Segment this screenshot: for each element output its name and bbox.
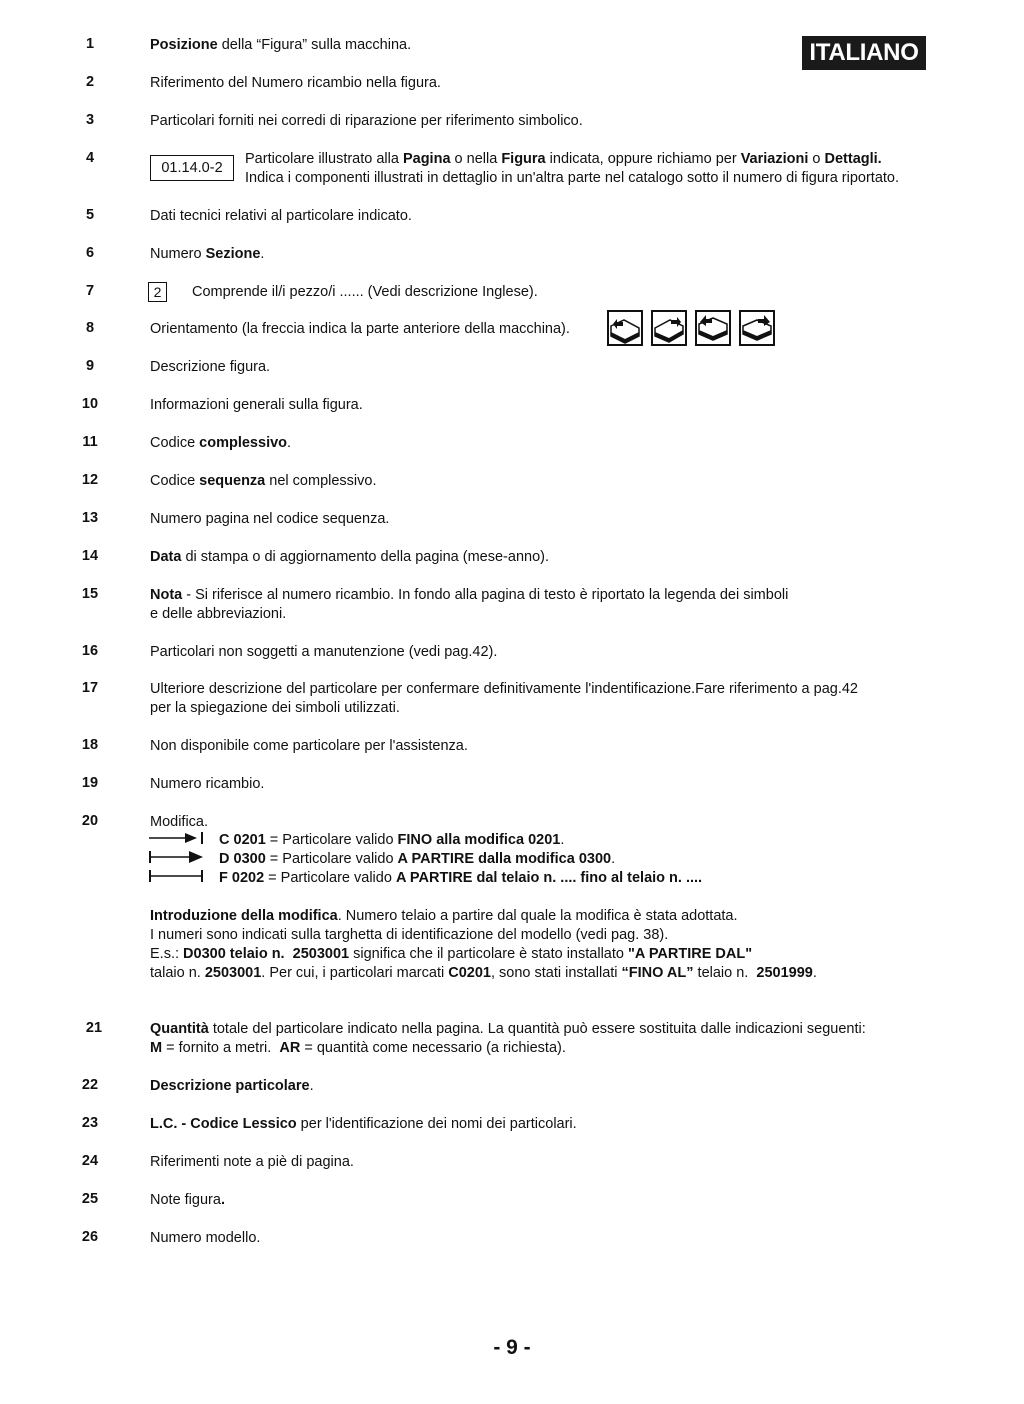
- item-number: 26: [81, 1229, 99, 1245]
- item-number: 23: [81, 1115, 99, 1131]
- page-number: - 9 -: [493, 1336, 531, 1359]
- item-text: Riferimento del Numero ricambio nella figura.: [150, 75, 441, 91]
- modification-intro: Introduzione della modifica. Numero telaio a partire dal quale la modifica è stata adottata. I numeri sono indicati sulla targhetta di identificazione del modello (vedi pag. 38). E.s.: D0300 telaio n. 2503001 significa che il particolare è stato installato "A PARTIRE DAL" talaio n. 2503001. Per cui, i particolari marcati C0201, sono stati installati “FINO AL” telaio n. 2501999.: [150, 908, 817, 981]
- item-text: Ulteriore descrizione del particolare per confermare definitivamente l'indentificazione.Fare riferimento a pag.42 per la spiegazione dei simboli utilizzati.: [150, 681, 858, 716]
- item-number: 11: [82, 434, 98, 450]
- item-text: Numero Sezione.: [150, 246, 265, 262]
- item-text: Orientamento (la freccia indica la parte anteriore della macchina).: [150, 321, 570, 337]
- item-text: Note figura.: [150, 1192, 225, 1208]
- item-number: 13: [81, 510, 99, 526]
- item-text: Descrizione figura.: [150, 359, 271, 375]
- orientation-icon-3: [695, 310, 731, 346]
- item-number: 17: [81, 680, 99, 696]
- item-number: 7: [85, 283, 95, 299]
- item-text: Non disponibile come particolare per l'assistenza.: [150, 738, 468, 754]
- arrow-to-bar-icon: [149, 832, 205, 844]
- bar-to-bar-icon: [149, 870, 205, 882]
- item-number: 4: [85, 150, 95, 166]
- item-text: Posizione della “Figura” sulla macchina.: [150, 37, 412, 53]
- item-number: 16: [81, 643, 99, 659]
- item-number: 1: [85, 36, 95, 52]
- item-text: Quantità totale del particolare indicato nella pagina. La quantità può essere sostituita dalle indicazioni seguenti: M = fornito a metri. AR = quantità come necessario (a richiesta).: [150, 1021, 866, 1056]
- item-number: 12: [81, 472, 99, 488]
- item-number: 6: [85, 245, 95, 261]
- item-text: Riferimenti note a piè di pagina.: [150, 1154, 354, 1170]
- item-text: Codice sequenza nel complessivo.: [150, 473, 377, 489]
- orientation-icon-4: [739, 310, 775, 346]
- language-badge: ITALIANO: [802, 36, 926, 70]
- item-text: Descrizione particolare.: [150, 1078, 314, 1094]
- item-text: Modifica.: [150, 814, 209, 830]
- item-number: 19: [81, 775, 99, 791]
- item-text: Numero modello.: [150, 1230, 261, 1246]
- item-number: 8: [85, 320, 95, 336]
- item-text: Particolari forniti nei corredi di riparazione per riferimento simbolico.: [150, 113, 583, 129]
- item-text: Nota - Si riferisce al numero ricambio. In fondo alla pagina di testo è riportato la legenda dei simboli e delle abbreviazioni.: [150, 587, 789, 622]
- bar-to-arrow-icon: [149, 851, 205, 863]
- item-number: 10: [81, 396, 99, 412]
- quantity-box: 2: [148, 282, 167, 302]
- item-number: 25: [81, 1191, 99, 1207]
- orientation-icon-2: [651, 310, 687, 346]
- item-text: Dati tecnici relativi al particolare indicato.: [150, 208, 412, 224]
- item-text: L.C. - Codice Lessico per l'identificazione dei nomi dei particolari.: [150, 1116, 577, 1132]
- item-number: 22: [81, 1077, 99, 1093]
- item-number: 9: [85, 358, 95, 374]
- orientation-icon-1: [607, 310, 643, 346]
- item-text: Comprende il/i pezzo/i ...... (Vedi descrizione Inglese).: [192, 284, 538, 300]
- modification-line: D 0300 = Particolare valido A PARTIRE dalla modifica 0300.: [219, 851, 616, 867]
- item-text: Data di stampa o di aggiornamento della pagina (mese-anno).: [150, 549, 549, 565]
- item-number: 3: [85, 112, 95, 128]
- item-number: 18: [81, 737, 99, 753]
- item-number: 24: [81, 1153, 99, 1169]
- item-number: 5: [85, 207, 95, 223]
- item-number: 21: [85, 1020, 103, 1036]
- item-text: Numero pagina nel codice sequenza.: [150, 511, 390, 527]
- item-number: 20: [81, 813, 99, 829]
- item-text: Particolare illustrato alla Pagina o nella Figura indicata, oppure richiamo per Variazioni o Dettagli. Indica i componenti illustrati in dettaglio in un'altra parte nel catalogo sotto il numero di figura riportato.: [245, 151, 900, 186]
- figure-reference-box: 01.14.0-2: [150, 155, 234, 181]
- item-number: 14: [81, 548, 99, 564]
- item-text: Informazioni generali sulla figura.: [150, 397, 363, 413]
- modification-line: C 0201 = Particolare valido FINO alla modifica 0201.: [219, 832, 565, 848]
- modification-line: F 0202 = Particolare valido A PARTIRE dal telaio n. .... fino al telaio n. ....: [219, 870, 703, 886]
- item-text: Codice complessivo.: [150, 435, 292, 451]
- item-number: 15: [81, 586, 99, 602]
- item-number: 2: [85, 74, 95, 90]
- item-text: Numero ricambio.: [150, 776, 265, 792]
- item-text: Particolari non soggetti a manutenzione (vedi pag.42).: [150, 644, 498, 660]
